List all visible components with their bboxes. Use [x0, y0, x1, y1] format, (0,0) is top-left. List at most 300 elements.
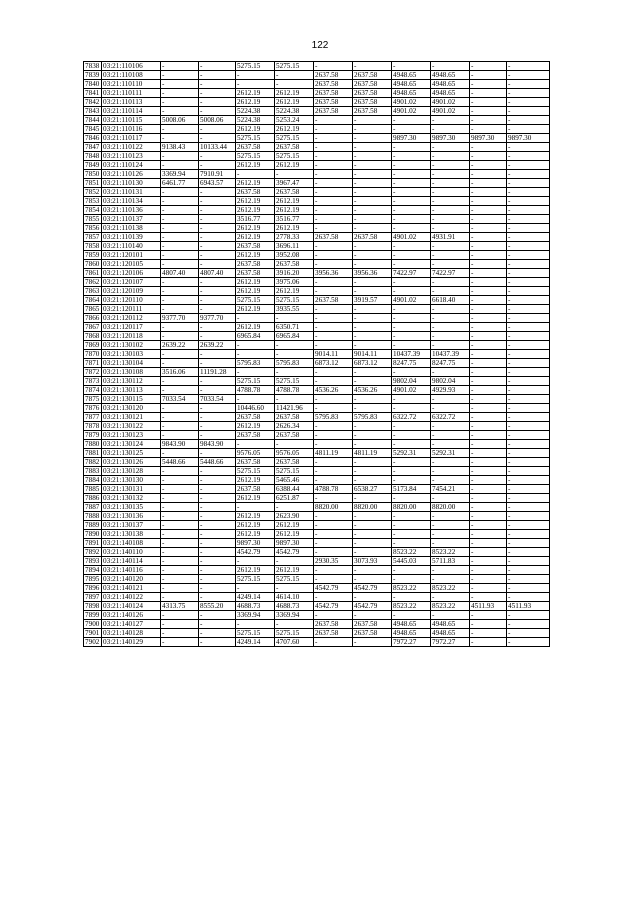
value-cell: -	[161, 323, 199, 332]
value-cell: 2612.19	[275, 530, 314, 539]
value-cell: -	[431, 539, 470, 548]
value-cell: -	[470, 638, 507, 647]
value-cell: -	[431, 143, 470, 152]
table-row	[84, 224, 550, 233]
value-cell: 5275.15	[275, 377, 314, 386]
value-cell: -	[314, 422, 353, 431]
value-cell: 2612.19	[236, 530, 275, 539]
code-cell: 03:21:120105	[102, 260, 161, 269]
table-row	[84, 179, 550, 188]
value-cell: -	[199, 260, 236, 269]
value-cell: -	[507, 440, 550, 449]
value-cell: -	[470, 233, 507, 242]
value-cell: 2612.19	[275, 98, 314, 107]
value-cell: -	[161, 62, 199, 71]
value-cell: -	[353, 323, 392, 332]
value-cell: 5448.66	[199, 458, 236, 467]
value-cell: 2637.58	[314, 296, 353, 305]
value-cell: -	[353, 476, 392, 485]
code-cell: 03:21:130135	[102, 503, 161, 512]
value-cell: 4511.93	[470, 602, 507, 611]
row-number-cell: 7847	[84, 143, 102, 152]
value-cell: 6322.72	[392, 413, 431, 422]
value-cell: -	[199, 188, 236, 197]
value-cell: -	[507, 557, 550, 566]
value-cell: -	[507, 278, 550, 287]
value-cell: 6350.71	[275, 323, 314, 332]
value-cell: -	[470, 422, 507, 431]
value-cell: -	[353, 521, 392, 530]
value-cell: 3919.57	[353, 296, 392, 305]
table-row	[84, 377, 550, 386]
value-cell: -	[199, 197, 236, 206]
code-cell: 03:21:130130	[102, 476, 161, 485]
value-cell: -	[161, 386, 199, 395]
value-cell: -	[392, 476, 431, 485]
value-cell: -	[507, 269, 550, 278]
value-cell: 2639.22	[161, 341, 199, 350]
value-cell: -	[161, 224, 199, 233]
value-cell: 4542.79	[314, 584, 353, 593]
table-row	[84, 251, 550, 260]
value-cell: -	[470, 539, 507, 548]
value-cell: 2637.58	[236, 188, 275, 197]
table-row	[84, 593, 550, 602]
value-cell: 6618.40	[431, 296, 470, 305]
table-row	[84, 98, 550, 107]
value-cell: -	[236, 620, 275, 629]
value-cell: -	[161, 593, 199, 602]
value-cell: 10133.44	[199, 143, 236, 152]
value-cell: 3916.20	[275, 269, 314, 278]
value-cell: -	[161, 575, 199, 584]
value-cell: -	[199, 521, 236, 530]
value-cell: -	[275, 341, 314, 350]
table-row	[84, 467, 550, 476]
code-cell: 03:21:140120	[102, 575, 161, 584]
value-cell: -	[314, 116, 353, 125]
table-row	[84, 89, 550, 98]
table-row	[84, 602, 550, 611]
value-cell: -	[470, 143, 507, 152]
code-cell: 03:21:130115	[102, 395, 161, 404]
value-cell: 7422.97	[431, 269, 470, 278]
value-cell: -	[314, 467, 353, 476]
value-cell: -	[314, 206, 353, 215]
value-cell: -	[353, 116, 392, 125]
table-row	[84, 557, 550, 566]
value-cell: 5275.15	[275, 62, 314, 71]
row-number-cell: 7861	[84, 269, 102, 278]
row-number-cell: 7838	[84, 62, 102, 71]
value-cell: -	[353, 638, 392, 647]
row-number-cell: 7879	[84, 431, 102, 440]
value-cell: 3952.08	[275, 251, 314, 260]
value-cell: -	[431, 287, 470, 296]
value-cell: -	[392, 566, 431, 575]
value-cell: -	[314, 638, 353, 647]
value-cell: -	[470, 629, 507, 638]
value-cell: -	[507, 530, 550, 539]
value-cell: -	[507, 584, 550, 593]
row-number-cell: 7853	[84, 197, 102, 206]
code-cell: 03:21:110110	[102, 80, 161, 89]
value-cell: 4542.79	[236, 548, 275, 557]
row-number-cell: 7901	[84, 629, 102, 638]
value-cell: -	[470, 269, 507, 278]
value-cell: -	[470, 341, 507, 350]
value-cell: -	[161, 413, 199, 422]
value-cell: -	[199, 125, 236, 134]
code-cell: 03:21:110140	[102, 242, 161, 251]
value-cell: -	[470, 431, 507, 440]
value-cell: -	[161, 503, 199, 512]
table-row	[84, 620, 550, 629]
value-cell: 4788.78	[314, 485, 353, 494]
value-cell: 2637.58	[314, 233, 353, 242]
value-cell: 3369.94	[275, 611, 314, 620]
value-cell: -	[199, 530, 236, 539]
value-cell: -	[470, 458, 507, 467]
value-cell: -	[199, 305, 236, 314]
value-cell: 5711.83	[431, 557, 470, 566]
row-number-cell: 7873	[84, 377, 102, 386]
value-cell: 7910.91	[199, 170, 236, 179]
value-cell: -	[431, 224, 470, 233]
value-cell: -	[470, 305, 507, 314]
value-cell: -	[314, 521, 353, 530]
value-cell: -	[161, 638, 199, 647]
table-row	[84, 512, 550, 521]
table-row	[84, 80, 550, 89]
row-number-cell: 7851	[84, 179, 102, 188]
value-cell: 9576.05	[236, 449, 275, 458]
value-cell: 7033.54	[161, 395, 199, 404]
table-row	[84, 395, 550, 404]
value-cell: 2612.19	[236, 422, 275, 431]
row-number-cell: 7878	[84, 422, 102, 431]
value-cell: -	[392, 440, 431, 449]
value-cell: 11421.96	[275, 404, 314, 413]
value-cell: 2637.58	[314, 98, 353, 107]
value-cell: -	[507, 188, 550, 197]
value-cell: -	[199, 593, 236, 602]
value-cell: -	[431, 323, 470, 332]
value-cell: -	[353, 242, 392, 251]
row-number-cell: 7892	[84, 548, 102, 557]
value-cell: -	[353, 305, 392, 314]
value-cell: -	[431, 152, 470, 161]
table-row	[84, 350, 550, 359]
value-cell: -	[431, 179, 470, 188]
value-cell: -	[314, 215, 353, 224]
value-cell: -	[431, 593, 470, 602]
value-cell: -	[199, 494, 236, 503]
value-cell: -	[470, 386, 507, 395]
value-cell: -	[236, 71, 275, 80]
table-row	[84, 440, 550, 449]
value-cell: -	[199, 287, 236, 296]
value-cell: 2612.19	[275, 224, 314, 233]
row-number-cell: 7898	[84, 602, 102, 611]
value-cell: -	[507, 341, 550, 350]
value-cell: 2612.19	[275, 206, 314, 215]
value-cell: 5795.83	[236, 359, 275, 368]
value-cell: -	[470, 323, 507, 332]
value-cell: 2930.35	[314, 557, 353, 566]
value-cell: -	[507, 503, 550, 512]
value-cell: 2612.19	[236, 323, 275, 332]
row-number-cell: 7858	[84, 242, 102, 251]
value-cell: -	[470, 368, 507, 377]
value-cell: -	[392, 422, 431, 431]
value-cell: -	[470, 350, 507, 359]
value-cell: 2637.58	[314, 629, 353, 638]
code-cell: 03:21:130122	[102, 422, 161, 431]
value-cell: -	[161, 521, 199, 530]
value-cell: -	[161, 188, 199, 197]
value-cell: -	[161, 107, 199, 116]
row-number-cell: 7897	[84, 593, 102, 602]
value-cell: -	[470, 224, 507, 233]
value-cell: 4901.02	[392, 107, 431, 116]
value-cell: -	[507, 260, 550, 269]
value-cell: 3935.55	[275, 305, 314, 314]
value-cell: -	[507, 548, 550, 557]
value-cell: 2637.58	[314, 620, 353, 629]
row-number-cell: 7867	[84, 323, 102, 332]
value-cell: -	[470, 242, 507, 251]
code-cell: 03:21:120111	[102, 305, 161, 314]
code-cell: 03:21:120110	[102, 296, 161, 305]
value-cell: -	[314, 539, 353, 548]
row-number-cell: 7855	[84, 215, 102, 224]
value-cell: 3516.77	[236, 215, 275, 224]
value-cell: -	[161, 404, 199, 413]
code-cell: 03:21:140114	[102, 557, 161, 566]
value-cell: -	[236, 170, 275, 179]
value-cell: -	[199, 80, 236, 89]
table-row	[84, 485, 550, 494]
value-cell: 2778.33	[275, 233, 314, 242]
value-cell: 5275.15	[275, 296, 314, 305]
code-cell: 03:21:130103	[102, 350, 161, 359]
value-cell: -	[161, 134, 199, 143]
value-cell: 2612.19	[275, 521, 314, 530]
value-cell: 9138.43	[161, 143, 199, 152]
value-cell: 2612.19	[236, 305, 275, 314]
value-cell: 6873.12	[353, 359, 392, 368]
value-cell: -	[507, 215, 550, 224]
value-cell: 2637.58	[275, 143, 314, 152]
value-cell: -	[161, 548, 199, 557]
code-cell: 03:21:130126	[102, 458, 161, 467]
value-cell: 3369.94	[236, 611, 275, 620]
value-cell: -	[431, 368, 470, 377]
value-cell: -	[353, 404, 392, 413]
value-cell: 6965.84	[236, 332, 275, 341]
value-cell: 2637.58	[353, 89, 392, 98]
value-cell: -	[392, 206, 431, 215]
table-row	[84, 341, 550, 350]
value-cell: 2637.58	[275, 188, 314, 197]
value-cell: 3956.36	[353, 269, 392, 278]
code-cell: 03:21:110124	[102, 161, 161, 170]
row-number-cell: 7845	[84, 125, 102, 134]
row-number-cell: 7869	[84, 341, 102, 350]
code-cell: 03:21:110115	[102, 116, 161, 125]
value-cell: -	[236, 584, 275, 593]
value-cell: 9802.04	[431, 377, 470, 386]
value-cell: -	[236, 368, 275, 377]
row-number-cell: 7885	[84, 485, 102, 494]
value-cell: -	[161, 557, 199, 566]
value-cell: -	[236, 503, 275, 512]
value-cell: 2612.19	[236, 125, 275, 134]
row-number-cell: 7864	[84, 296, 102, 305]
value-cell: 7033.54	[199, 395, 236, 404]
value-cell: 4313.75	[161, 602, 199, 611]
value-cell: -	[470, 62, 507, 71]
value-cell: 2637.58	[314, 107, 353, 116]
value-cell: -	[314, 404, 353, 413]
row-number-cell: 7843	[84, 107, 102, 116]
value-cell: -	[275, 80, 314, 89]
value-cell: -	[392, 224, 431, 233]
value-cell: -	[199, 206, 236, 215]
value-cell: 8555.20	[199, 602, 236, 611]
value-cell: -	[314, 242, 353, 251]
row-number-cell: 7886	[84, 494, 102, 503]
value-cell: -	[314, 170, 353, 179]
value-cell: -	[392, 251, 431, 260]
value-cell: -	[199, 377, 236, 386]
value-cell: -	[161, 620, 199, 629]
value-cell: 2612.19	[275, 287, 314, 296]
value-cell: 4542.79	[314, 602, 353, 611]
value-cell: -	[392, 143, 431, 152]
value-cell: -	[161, 530, 199, 539]
value-cell: -	[161, 584, 199, 593]
value-cell: -	[392, 242, 431, 251]
value-cell: 2612.19	[236, 278, 275, 287]
value-cell: 7972.27	[431, 638, 470, 647]
value-cell: 5465.46	[275, 476, 314, 485]
value-cell: -	[507, 116, 550, 125]
value-cell: -	[392, 539, 431, 548]
value-cell: -	[314, 278, 353, 287]
value-cell: -	[199, 224, 236, 233]
value-cell: 4948.65	[392, 80, 431, 89]
value-cell: 9897.30	[392, 134, 431, 143]
value-cell: -	[507, 449, 550, 458]
value-cell: 4688.73	[236, 602, 275, 611]
table-row	[84, 323, 550, 332]
value-cell: -	[199, 296, 236, 305]
value-cell: -	[314, 476, 353, 485]
value-cell: -	[392, 161, 431, 170]
value-cell: -	[392, 197, 431, 206]
table-row	[84, 116, 550, 125]
value-cell: -	[314, 251, 353, 260]
value-cell: 6943.57	[199, 179, 236, 188]
value-cell: -	[353, 260, 392, 269]
value-cell: -	[470, 188, 507, 197]
value-cell: 4901.02	[431, 107, 470, 116]
value-cell: -	[507, 539, 550, 548]
value-cell: 4688.73	[275, 602, 314, 611]
value-cell: 2612.19	[236, 206, 275, 215]
row-number-cell: 7868	[84, 332, 102, 341]
value-cell: -	[314, 494, 353, 503]
value-cell: 2612.19	[236, 233, 275, 242]
code-cell: 03:21:140128	[102, 629, 161, 638]
value-cell: -	[314, 575, 353, 584]
value-cell: -	[507, 638, 550, 647]
value-cell: -	[199, 557, 236, 566]
value-cell: -	[470, 620, 507, 629]
value-cell: 9377.70	[161, 314, 199, 323]
value-cell: -	[392, 116, 431, 125]
code-cell: 03:21:110137	[102, 215, 161, 224]
value-cell: -	[392, 575, 431, 584]
value-cell: -	[507, 368, 550, 377]
value-cell: -	[431, 431, 470, 440]
row-number-cell: 7871	[84, 359, 102, 368]
value-cell: 5292.31	[431, 449, 470, 458]
value-cell: -	[353, 224, 392, 233]
table-row	[84, 233, 550, 242]
value-cell: -	[507, 206, 550, 215]
value-cell: -	[507, 332, 550, 341]
value-cell: -	[161, 431, 199, 440]
value-cell: -	[392, 62, 431, 71]
value-cell: -	[353, 431, 392, 440]
code-cell: 03:21:140129	[102, 638, 161, 647]
value-cell: -	[314, 134, 353, 143]
code-cell: 03:21:110130	[102, 179, 161, 188]
row-number-cell: 7894	[84, 566, 102, 575]
row-number-cell: 7860	[84, 260, 102, 269]
value-cell: -	[199, 89, 236, 98]
table-row	[84, 530, 550, 539]
value-cell: 2612.19	[236, 98, 275, 107]
value-cell: -	[275, 440, 314, 449]
value-cell: -	[161, 359, 199, 368]
value-cell: -	[161, 215, 199, 224]
value-cell: 4948.65	[392, 620, 431, 629]
value-cell: -	[314, 152, 353, 161]
value-cell: -	[353, 530, 392, 539]
value-cell: 4948.65	[431, 89, 470, 98]
value-cell: -	[470, 575, 507, 584]
value-cell: 5275.15	[236, 296, 275, 305]
value-cell: -	[236, 557, 275, 566]
value-cell: -	[353, 152, 392, 161]
value-cell: -	[199, 152, 236, 161]
value-cell: -	[161, 332, 199, 341]
row-number-cell: 7888	[84, 512, 102, 521]
value-cell: -	[392, 512, 431, 521]
value-cell: -	[470, 179, 507, 188]
value-cell: -	[392, 611, 431, 620]
value-cell: -	[431, 611, 470, 620]
value-cell: 5275.15	[275, 575, 314, 584]
value-cell: 9014.11	[353, 350, 392, 359]
value-cell: 4807.40	[161, 269, 199, 278]
value-cell: -	[431, 404, 470, 413]
value-cell: -	[353, 197, 392, 206]
